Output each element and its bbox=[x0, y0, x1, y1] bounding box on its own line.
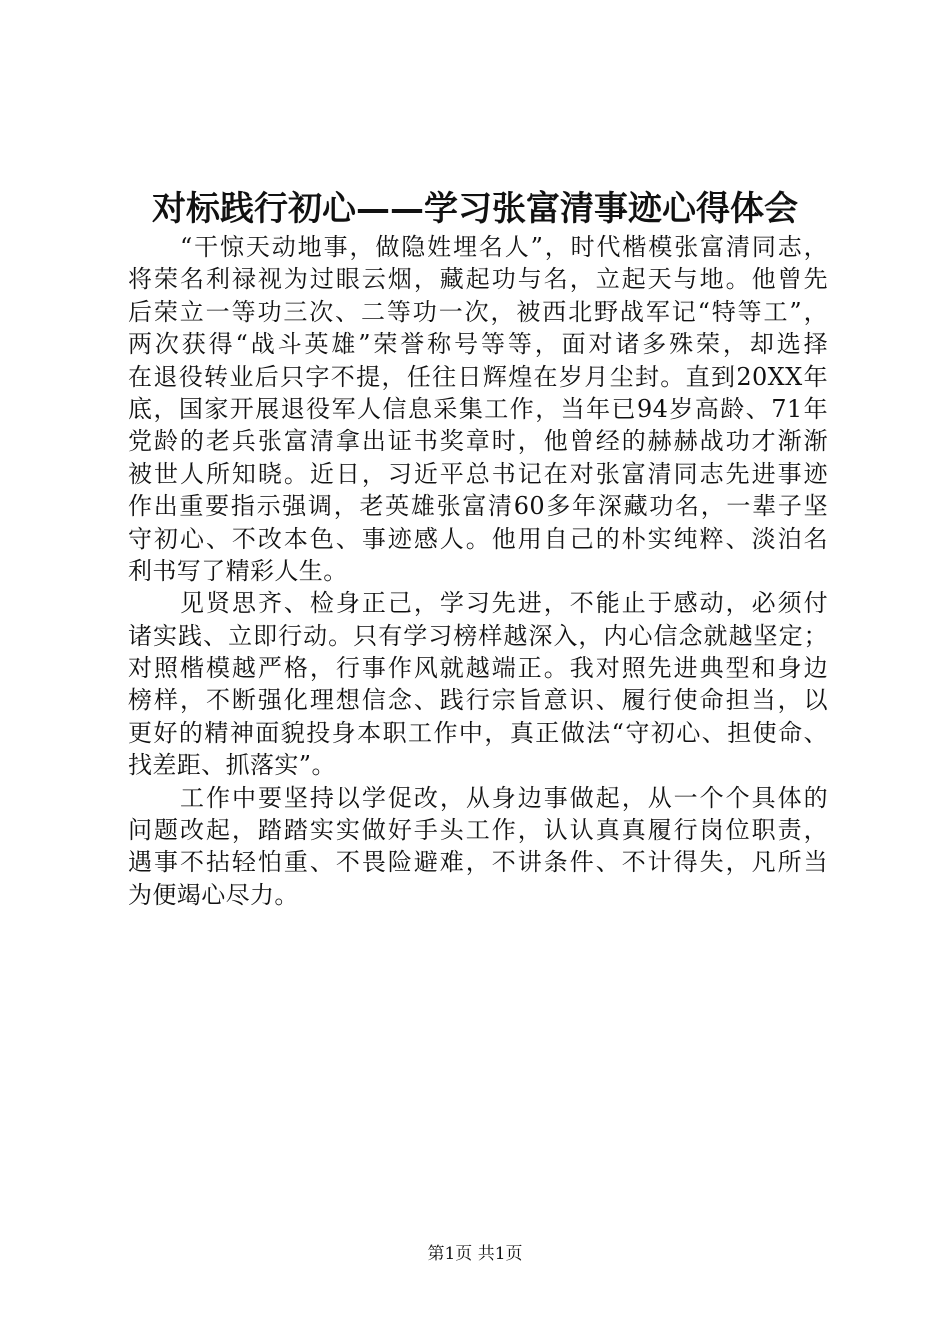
text-line: 党龄的老兵张富清拿出证书奖章时，他曾经的赫赫战功才渐渐 bbox=[128, 427, 828, 456]
paragraph-3 bbox=[128, 782, 828, 912]
paragraph-1 bbox=[128, 231, 828, 587]
text-line: 作出重要指示强调，老英雄张富清60多年深藏功名，一辈子坚 bbox=[128, 492, 828, 521]
text-line: 找差距、抓落实”。 bbox=[128, 751, 336, 780]
text-line: 诸实践、立即行动。只有学习榜样越深入，内心信念就越坚定； bbox=[128, 621, 828, 650]
text-line: 底，国家开展退役军人信息采集工作，当年已94岁高龄、71年 bbox=[128, 394, 828, 423]
text-line: “干惊天动地事，做隐姓埋名人”，时代楷模张富清同志， bbox=[180, 233, 828, 261]
text-line: 遇事不拈轻怕重、不畏险避难，不讲条件、不计得失，凡所当 bbox=[128, 848, 828, 877]
text-line: 榜样，不断强化理想信念、践行宗旨意识、履行使命担当，以 bbox=[128, 686, 828, 715]
text-line: 将荣名利禄视为过眼云烟，藏起功与名，立起天与地。他曾先 bbox=[128, 265, 828, 294]
text-line: 两次获得“战斗英雄”荣誉称号等等，面对诸多殊荣，却选择 bbox=[128, 330, 828, 359]
text-line: 在退役转业后只字不提，任往日辉煌在岁月尘封。直到20XX年 bbox=[128, 362, 828, 391]
text-line: 问题改起，踏踏实实做好手头工作，认认真真履行岗位职责， bbox=[128, 816, 828, 845]
page-footer: 第1页 共1页 bbox=[427, 1244, 523, 1264]
paragraph-2 bbox=[128, 587, 828, 781]
document-title: 对标践行初心——学习张富清事迹心得体会 bbox=[152, 189, 798, 229]
text-line: 利书写了精彩人生。 bbox=[128, 556, 348, 585]
text-line: 工作中要坚持以学促改，从身边事做起，从一个个具体的 bbox=[180, 783, 828, 812]
text-line: 更好的精神面貌投身本职工作中，真正做法“守初心、担使命、 bbox=[128, 718, 828, 747]
text-line: 对照楷模越严格，行事作风就越端正。我对照先进典型和身边 bbox=[128, 654, 828, 683]
text-line: 见贤思齐、检身正己，学习先进，不能止于感动，必须付 bbox=[180, 589, 828, 618]
document-body bbox=[128, 231, 828, 911]
text-line: 被世人所知晓。近日，习近平总书记在对张富清同志先进事迹 bbox=[128, 459, 828, 488]
text-line: 后荣立一等功三次、二等功一次，被西北野战军记“特等工”， bbox=[128, 297, 828, 326]
text-line: 守初心、不改本色、事迹感人。他用自己的朴实纯粹、淡泊名 bbox=[128, 524, 828, 553]
text-line: 为便竭心尽力。 bbox=[128, 880, 299, 909]
